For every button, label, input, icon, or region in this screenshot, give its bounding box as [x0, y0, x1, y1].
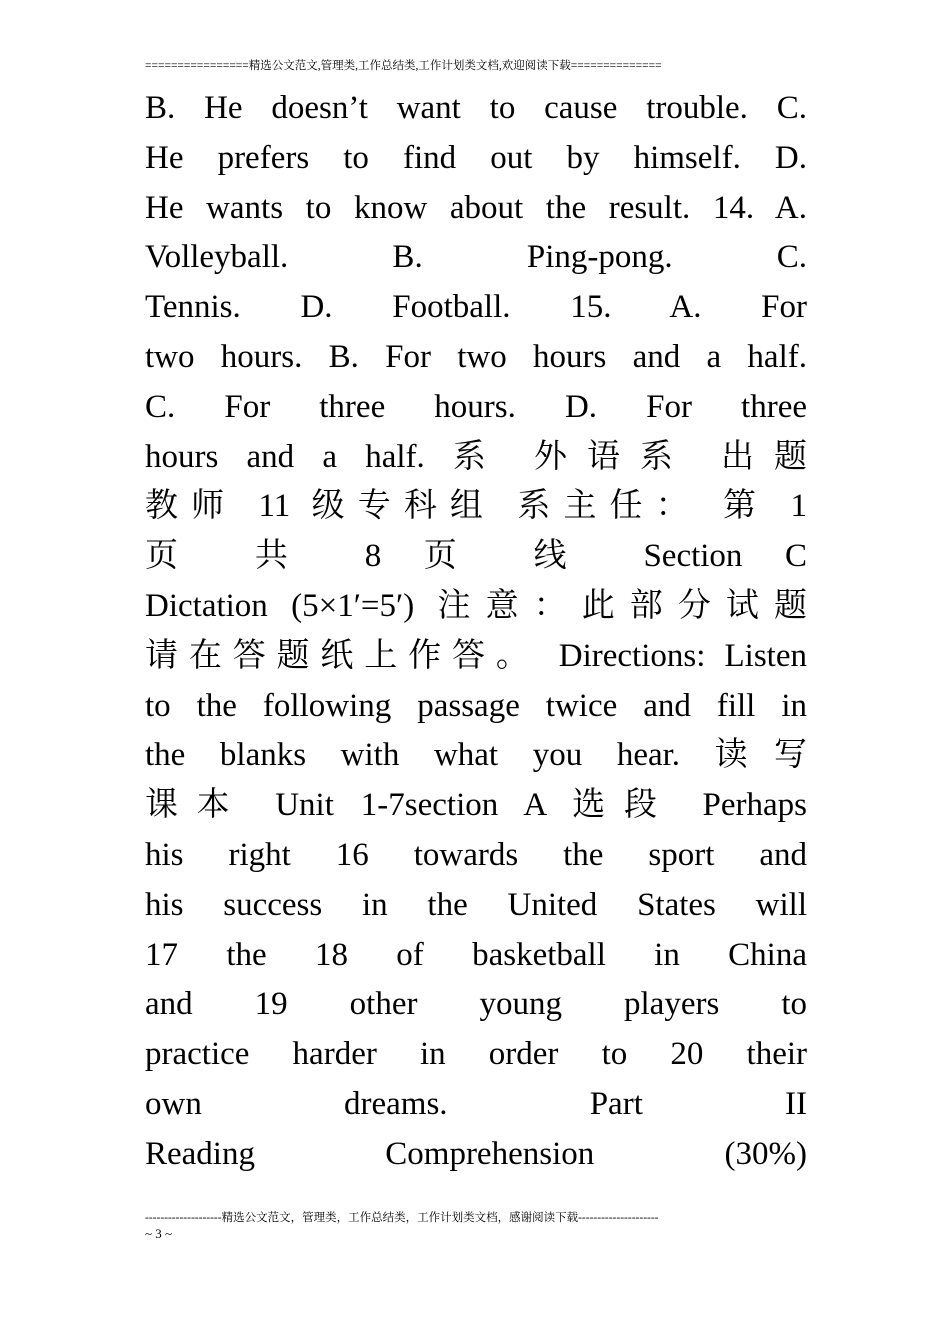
- body-line-10: 页 共 8 页 线 Section C: [145, 538, 807, 575]
- body-line-21: own dreams. Part II: [145, 1085, 807, 1122]
- document-body: [145, 84, 807, 1180]
- body-line-7: C. For three hours. D. For three: [145, 388, 807, 425]
- page-footer-banner: --------------------精选公文范文，管理类，工作总结类，工作计划类文档，感谢阅读下载---------------------: [145, 1212, 659, 1224]
- body-line-8: hours and a half. 系 外语系 出题: [145, 438, 807, 475]
- body-line-16: his right 16 towards the sport and: [145, 836, 807, 873]
- body-line-22: Reading Comprehension (30%): [145, 1135, 807, 1172]
- body-line-20: practice harder in order to 20 their: [145, 1036, 807, 1073]
- body-line-15: 课本 Unit 1-7section A 选段 Perhaps: [145, 787, 807, 824]
- body-line-11: Dictation (5×1′=5′) 注意：此部分试题: [145, 587, 807, 624]
- body-line-5: Tennis. D. Football. 15. A. For: [145, 289, 807, 326]
- body-line-19: and 19 other young players to: [145, 986, 807, 1023]
- body-line-6: two hours. B. For two hours and a half.: [145, 338, 807, 375]
- body-line-14: the blanks with what you hear. 读写: [145, 737, 807, 774]
- page-header-banner: ================精选公文范文,管理类,工作总结类,工作计划类文档,欢迎阅读下载==============: [145, 60, 662, 72]
- body-line-9: 教师 11 级专科组 系主任： 第 1: [145, 488, 807, 525]
- body-line-13: to the following passage twice and fill in: [145, 687, 807, 724]
- body-line-1: B. He doesn’t want to cause trouble. C.: [145, 90, 807, 126]
- body-line-3: He wants to know about the result. 14. A.: [145, 189, 807, 226]
- body-line-2: He prefers to find out by himself. D.: [145, 139, 807, 176]
- body-line-18: 17 the 18 of basketball in China: [145, 936, 807, 973]
- body-line-4: Volleyball. B. Ping-pong. C.: [145, 239, 807, 276]
- page-number: ~ 3 ~: [145, 1226, 173, 1241]
- body-line-17: his success in the United States will: [145, 886, 807, 923]
- body-line-12: 请在答题纸上作答。 Directions: Listen: [145, 637, 807, 674]
